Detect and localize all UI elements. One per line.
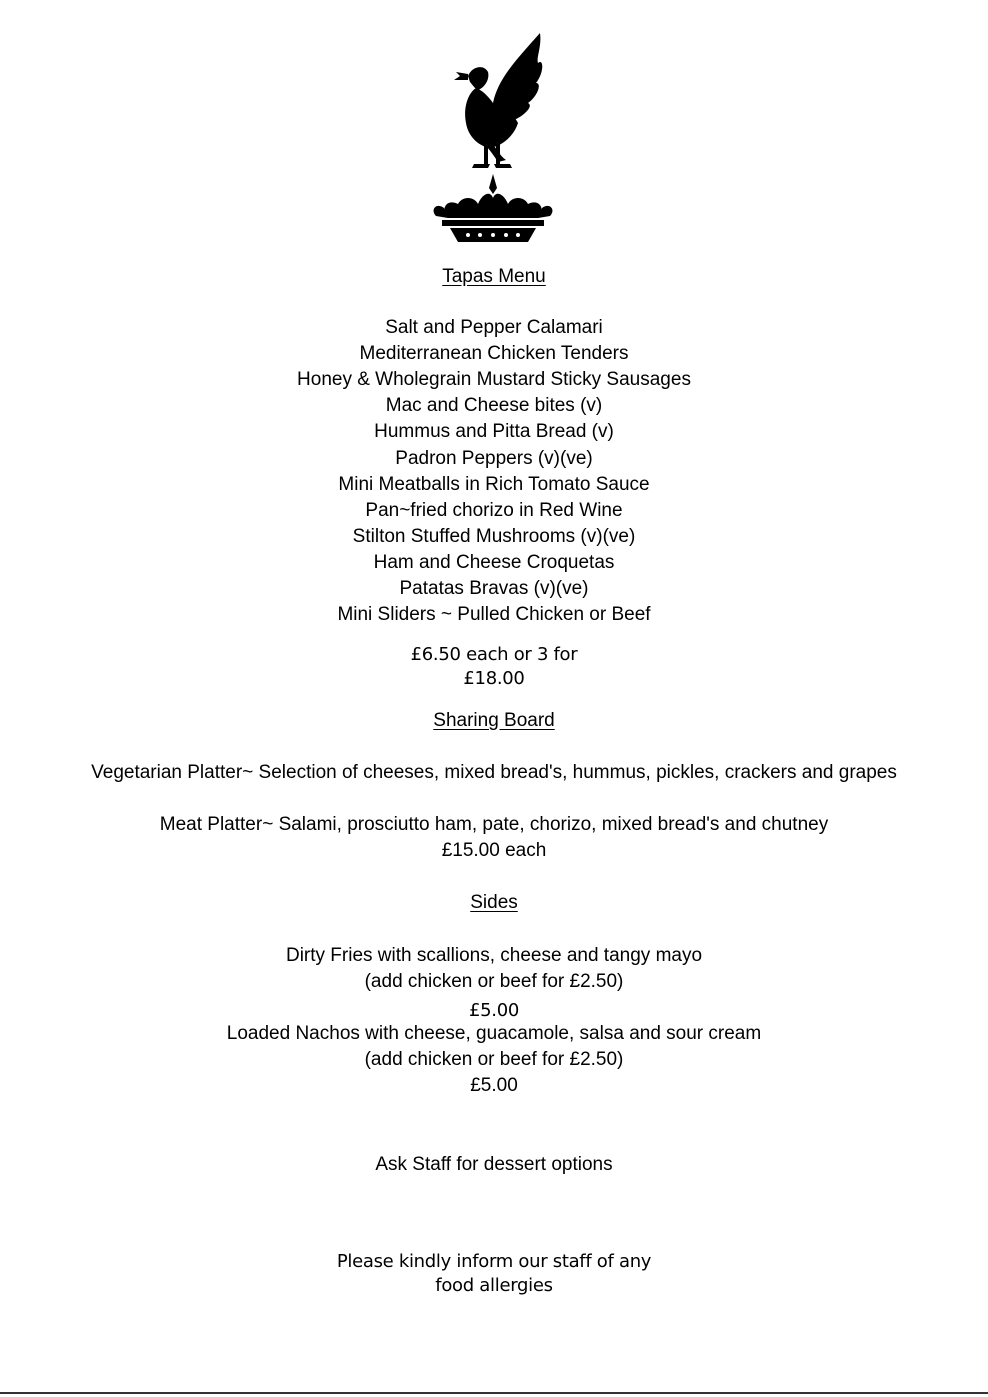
tapas-item: Mini Meatballs in Rich Tomato Sauce — [338, 474, 650, 495]
page-bottom-divider — [0, 1392, 988, 1394]
loaded-nachos-price: £5.00 — [470, 1075, 518, 1096]
sharing-price: £15.00 each — [441, 840, 547, 861]
vegetarian-platter: Vegetarian Platter~ Selection of cheeses, mixed bread's, hummus, pickles, crackers and grapes — [91, 762, 897, 783]
tapas-item: Mac and Cheese bites (v) — [385, 395, 603, 416]
meat-platter: Meat Platter~ Salami, prosciutto ham, pate, chorizo, mixed bread's and chutney — [159, 814, 829, 835]
tapas-item: Hummus and Pitta Bread (v) — [374, 421, 614, 442]
dirty-fries-price: £5.00 — [468, 1000, 520, 1021]
sides-heading: Sides — [470, 892, 518, 913]
tapas-item: Salt and Pepper Calamari — [385, 317, 603, 338]
dirty-fries: Dirty Fries with scallions, cheese and tangy mayo — [285, 945, 703, 966]
tapas-item: Mediterranean Chicken Tenders — [359, 343, 629, 364]
tapas-item: Padron Peppers (v)(ve) — [395, 448, 593, 469]
tapas-price-total: £18.00 — [463, 668, 525, 689]
tapas-item: Patatas Bravas (v)(ve) — [399, 578, 589, 599]
allergy-note-line1: Please kindly inform our staff of any — [336, 1251, 652, 1272]
tapas-item: Stilton Stuffed Mushrooms (v)(ve) — [352, 526, 636, 547]
tapas-price: £6.50 each or 3 for — [410, 644, 578, 665]
tapas-heading: Tapas Menu — [442, 266, 546, 287]
loaded-nachos: Loaded Nachos with cheese, guacamole, salsa and sour cream — [226, 1023, 762, 1044]
dirty-fries-addon: (add chicken or beef for £2.50) — [364, 971, 624, 992]
liver-bird-icon — [454, 33, 542, 168]
crown-icon — [434, 174, 553, 242]
sharing-heading: Sharing Board — [433, 710, 555, 731]
tapas-item: Mini Sliders ~ Pulled Chicken or Beef — [337, 604, 651, 625]
dessert-note: Ask Staff for dessert options — [375, 1154, 613, 1175]
tapas-item: Ham and Cheese Croquetas — [373, 552, 615, 573]
emblem — [418, 28, 568, 248]
tapas-item: Honey & Wholegrain Mustard Sticky Sausages — [297, 369, 691, 390]
loaded-nachos-addon: (add chicken or beef for £2.50) — [364, 1049, 624, 1070]
allergy-note-line2: food allergies — [435, 1275, 553, 1296]
tapas-item: Pan~fried chorizo in Red Wine — [365, 500, 623, 521]
